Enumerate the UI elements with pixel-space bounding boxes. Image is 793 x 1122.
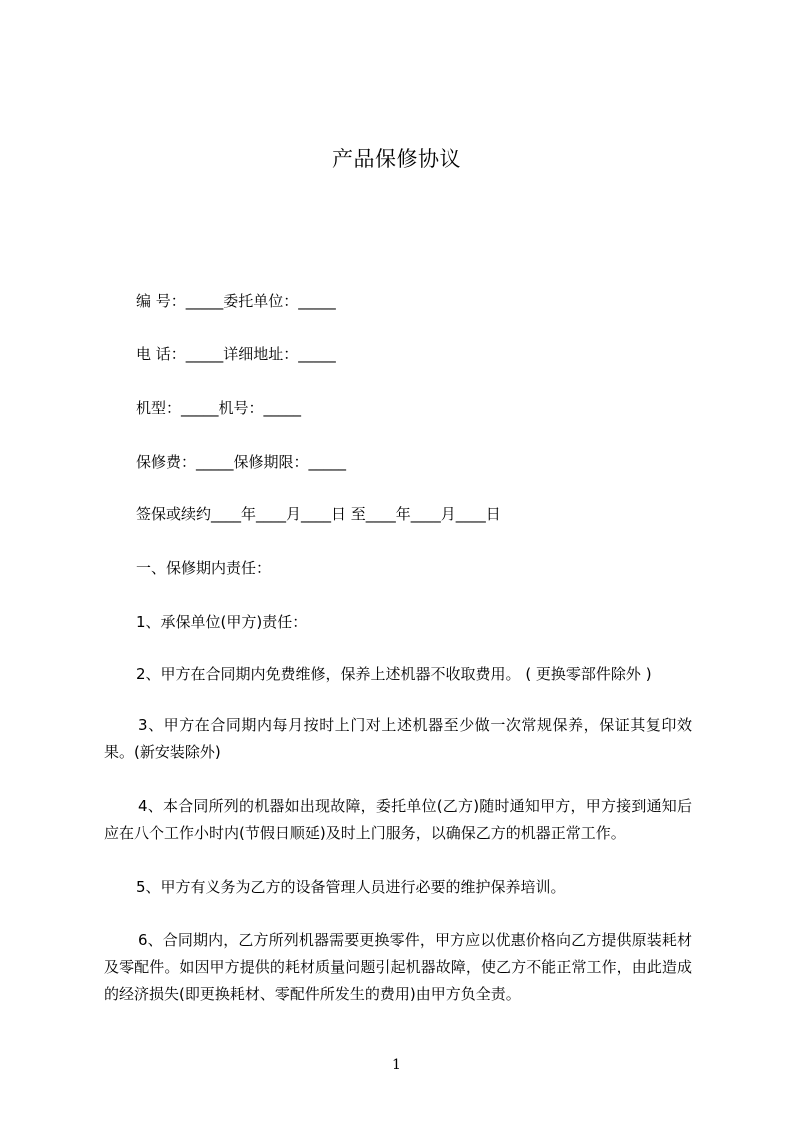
clause-1: 1、承保单位(甲方)责任： xyxy=(136,613,308,631)
field-phone-address: 电 话：_____详细地址：_____ xyxy=(136,345,336,363)
clause-4: 4、本合同所列的机器如出现故障，委托单位(乙方)随时通知甲方，甲方接到通知后应在八个工作小时内(节假日顺延)及时上门服务，以确保乙方的机器正常工作。 xyxy=(104,797,692,842)
clause-3: 3、甲方在合同期内每月按时上门对上述机器至少做一次常规保养，保证其复印效果。(新安装除外) xyxy=(104,716,692,761)
field-serial-client: 编 号：_____委托单位：_____ xyxy=(136,292,336,310)
field-fee-period: 保修费：_____保修期限：_____ xyxy=(136,453,347,471)
document-title: 产品保修协议 xyxy=(332,147,461,171)
field-contract-dates: 签保或续约____年____月____日 至____年____月____日 xyxy=(136,505,501,523)
field-model-number: 机型：_____机号：_____ xyxy=(136,399,302,417)
page-number: 1 xyxy=(392,1057,401,1073)
clause-5: 5、甲方有义务为乙方的设备管理人员进行必要的维护保养培训。 xyxy=(136,878,566,896)
clause-6: 6、合同期内，乙方所列机器需要更换零件，甲方应以优惠价格向乙方提供原装耗材及零配件。如因甲方提供的耗材质量问题引起机器故障，使乙方不能正常工作，由此造成的经济损失(即更换耗材、零配件所发生的费用)由甲方负全责。 xyxy=(104,931,692,1003)
clause-2: 2、甲方在合同期内免费维修，保养上述机器不收取费用。 ( 更换零部件除外 ) xyxy=(136,665,652,683)
section-heading: 一、保修期内责任： xyxy=(136,559,272,577)
